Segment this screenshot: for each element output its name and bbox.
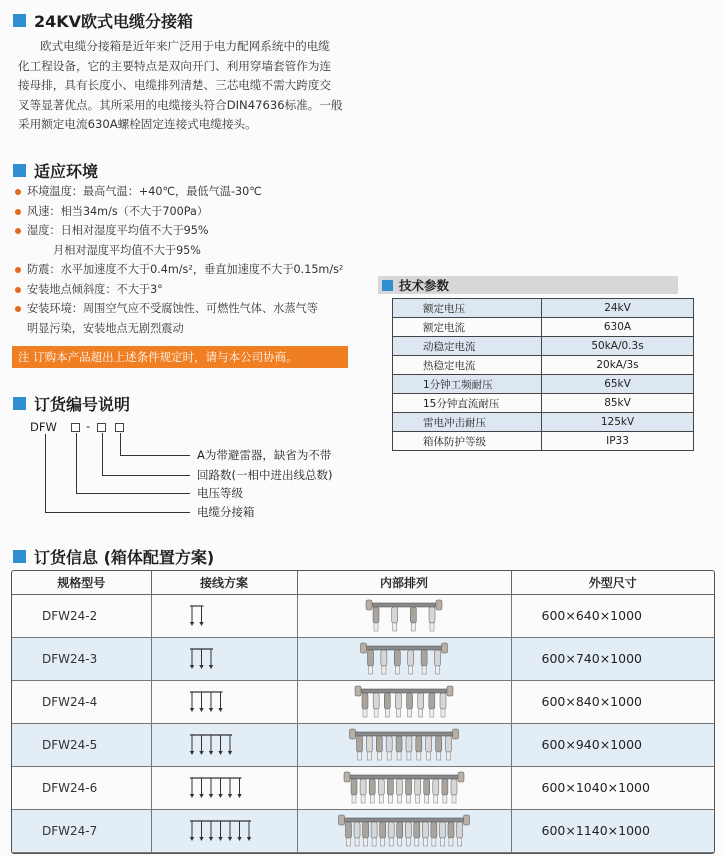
spec-row <box>393 432 694 451</box>
cable-terminal <box>442 795 446 803</box>
cable-terminal <box>452 795 456 803</box>
cable-terminal <box>374 623 378 631</box>
cable-terminal <box>406 838 410 846</box>
layout-image <box>297 680 511 723</box>
leader-line <box>45 434 46 512</box>
insulator <box>415 736 421 752</box>
insulator <box>380 650 386 666</box>
arrow-icon <box>246 837 250 841</box>
order-header-layout: 内部排列 <box>297 571 511 594</box>
busbar-assembly-icon <box>298 638 511 680</box>
cable-terminal <box>408 666 412 674</box>
end-cap <box>360 643 366 653</box>
wiring-diagram <box>151 723 297 766</box>
leader-line <box>45 512 190 513</box>
specs-heading <box>378 276 678 294</box>
code-box-voltage <box>71 423 80 432</box>
busbar-bar <box>351 732 456 736</box>
insulator <box>373 693 379 709</box>
insulator <box>378 779 384 795</box>
cable-terminal <box>406 752 410 760</box>
bullet-icon <box>15 228 21 234</box>
insulator <box>445 736 451 752</box>
code-label-circuits: 回路数(一相中进出线总数) <box>197 468 333 482</box>
order-dims: 600×740×1000 <box>511 637 714 680</box>
cable-terminal <box>381 666 385 674</box>
arrow-icon <box>218 837 222 841</box>
cable-terminal <box>395 666 399 674</box>
cable-terminal <box>397 795 401 803</box>
cable-terminal <box>423 838 427 846</box>
spec-value: 630A <box>542 318 694 337</box>
order-dims: 600×640×1000 <box>511 594 714 637</box>
order-dims: 600×1040×1000 <box>511 766 714 809</box>
cable-terminal <box>440 838 444 846</box>
insulator <box>367 650 373 666</box>
code-box-arrester <box>115 423 124 432</box>
spec-name: 15分钟直流耐压 <box>393 394 542 413</box>
wiring-diagram <box>151 637 297 680</box>
env-item-continuation: 明显污染，安装地点无剧烈震动 <box>27 321 184 335</box>
spec-name: 雷电冲击耐压 <box>393 413 542 432</box>
leader-line <box>102 475 190 476</box>
order-row <box>12 723 714 766</box>
spec-name: 1分钟工频耐压 <box>393 375 542 394</box>
specs-title: 技术参数 <box>399 278 450 293</box>
specs-table <box>392 298 694 451</box>
cable-terminal <box>363 838 367 846</box>
cable-terminal <box>457 838 461 846</box>
order-dims: 600×840×1000 <box>511 680 714 723</box>
arrow-icon <box>189 794 193 798</box>
cable-terminal <box>361 795 365 803</box>
cable-terminal <box>357 752 361 760</box>
cable-terminal <box>411 623 415 631</box>
cable-terminal <box>424 795 428 803</box>
spec-name: 箱体防护等级 <box>393 432 542 451</box>
section-square-icon <box>13 14 26 27</box>
code-heading <box>13 392 130 415</box>
insulator <box>405 822 411 838</box>
cable-terminal <box>396 709 400 717</box>
cable-terminal <box>448 838 452 846</box>
env-item-continuation: 月相对湿度平均值不大于95% <box>53 243 201 257</box>
insulator <box>386 736 392 752</box>
insulator <box>360 779 366 795</box>
cable-terminal <box>370 795 374 803</box>
end-cap <box>463 815 469 825</box>
cable-terminal <box>446 752 450 760</box>
arrow-icon <box>189 622 193 626</box>
insulator <box>394 650 400 666</box>
insulator <box>414 779 420 795</box>
order-dims: 600×940×1000 <box>511 723 714 766</box>
section-square-icon <box>13 164 26 177</box>
spec-value: IP33 <box>542 432 694 451</box>
code-dash: - <box>86 419 91 433</box>
insulator <box>395 693 401 709</box>
insulator <box>432 779 438 795</box>
code-label-box: 电缆分接箱 <box>197 505 255 519</box>
insulator <box>422 822 428 838</box>
arrow-icon <box>237 837 241 841</box>
spec-value: 125kV <box>542 413 694 432</box>
insulator <box>425 736 431 752</box>
busbar-bar <box>340 818 467 822</box>
order-row <box>12 809 714 852</box>
layout-image <box>297 809 511 852</box>
cable-terminal <box>431 838 435 846</box>
section-square-icon <box>13 397 26 410</box>
intro-line: 叉等显著优点。其所采用的电缆接头符合DIN47636标准。一般 <box>18 97 343 112</box>
insulator <box>456 822 462 838</box>
environment-list <box>13 182 363 338</box>
insulator <box>369 779 375 795</box>
code-prefix: DFW <box>30 420 57 434</box>
insulator <box>428 693 434 709</box>
insulator <box>345 822 351 838</box>
code-label-arrester: A为带避雷器，缺省为不带 <box>197 448 332 462</box>
insulator <box>396 736 402 752</box>
intro-line: 接母排，具有长度小、电缆排列清楚、三芯电缆不需大跨度交 <box>18 78 332 92</box>
layout-image <box>297 723 511 766</box>
arrow-icon <box>189 665 193 669</box>
bullet-icon <box>15 267 21 273</box>
cable-terminal <box>385 709 389 717</box>
spec-name: 额定电流 <box>393 318 542 337</box>
leader-line <box>120 433 121 455</box>
cable-terminal <box>392 623 396 631</box>
env-item: 环境温度：最高气温：+40℃，最低气温-30℃ <box>13 182 363 202</box>
spec-row <box>393 375 694 394</box>
insulator <box>387 779 393 795</box>
insulator <box>429 607 435 623</box>
order-header-wiring: 接线方案 <box>151 571 297 594</box>
leader-line <box>120 455 190 456</box>
cable-terminal <box>368 666 372 674</box>
leader-line <box>102 433 103 475</box>
cable-terminal <box>422 666 426 674</box>
insulator <box>366 736 372 752</box>
env-item: 安装地点倾斜度：不大于3° <box>13 280 363 300</box>
arrow-icon <box>199 837 203 841</box>
wiring-diagram <box>151 766 297 809</box>
busbar-bar <box>362 646 445 650</box>
cable-terminal <box>363 709 367 717</box>
insulator <box>439 822 445 838</box>
arrow-icon <box>208 708 212 712</box>
insulator <box>362 693 368 709</box>
layout-image <box>297 594 511 637</box>
spec-value: 50kA/0.3s <box>542 337 694 356</box>
wiring-diagram <box>151 680 297 723</box>
cable-terminal <box>346 838 350 846</box>
arrow-icon <box>208 751 212 755</box>
order-model: DFW24-7 <box>12 809 151 852</box>
intro-line: 采用额定电流630A螺栓固定连接式电缆接头。 <box>18 117 257 131</box>
insulator <box>410 607 416 623</box>
end-cap <box>452 729 458 739</box>
end-cap <box>338 815 344 825</box>
cable-terminal <box>388 795 392 803</box>
end-cap <box>447 686 453 696</box>
spec-name: 额定电压 <box>393 299 542 318</box>
section-square-icon <box>382 280 393 291</box>
arrow-icon <box>218 708 222 712</box>
busbar-assembly-icon <box>298 810 511 852</box>
insulator <box>430 822 436 838</box>
cable-terminal <box>397 752 401 760</box>
insulator <box>423 779 429 795</box>
arrow-icon <box>189 837 193 841</box>
insulator <box>362 822 368 838</box>
section-square-icon <box>13 550 26 563</box>
wiring-diagram <box>151 809 297 852</box>
spec-value: 65kV <box>542 375 694 394</box>
insulator <box>440 693 446 709</box>
insulator <box>371 822 377 838</box>
cable-terminal <box>380 838 384 846</box>
cable-terminal <box>435 666 439 674</box>
leader-line <box>76 493 190 494</box>
bullet-icon <box>15 287 21 293</box>
insulator <box>421 650 427 666</box>
order-dims: 600×1140×1000 <box>511 809 714 852</box>
arrow-icon <box>227 794 231 798</box>
arrow-icon <box>227 837 231 841</box>
insulator <box>379 822 385 838</box>
order-model: DFW24-2 <box>12 594 151 637</box>
arrow-icon <box>237 794 241 798</box>
code-label-voltage: 电压等级 <box>197 486 243 500</box>
end-cap <box>458 772 464 782</box>
spec-name: 动稳定电流 <box>393 337 542 356</box>
cable-terminal <box>430 623 434 631</box>
cable-terminal <box>379 795 383 803</box>
insulator <box>354 822 360 838</box>
cable-terminal <box>407 709 411 717</box>
cable-terminal <box>355 838 359 846</box>
insulator <box>406 693 412 709</box>
insulator <box>434 650 440 666</box>
arrow-icon <box>189 708 193 712</box>
intro-title: 24KV欧式电缆分接箱 <box>34 12 194 31</box>
intro-line: 欧式电缆分接箱是近年来广泛用于电力配网系统中的电缆 <box>40 39 330 53</box>
cable-terminal <box>397 838 401 846</box>
order-row <box>12 637 714 680</box>
arrow-icon <box>218 751 222 755</box>
spec-value: 20kA/3s <box>542 356 694 375</box>
cable-terminal <box>374 709 378 717</box>
busbar-bar <box>357 689 451 693</box>
layout-image <box>297 637 511 680</box>
wiring-diagram-icon <box>152 725 297 765</box>
arrow-icon <box>199 794 203 798</box>
insulator <box>405 779 411 795</box>
bullet-icon <box>15 189 21 195</box>
busbar-assembly-icon <box>298 595 511 637</box>
insulator <box>435 736 441 752</box>
spec-row <box>393 299 694 318</box>
cable-terminal <box>433 795 437 803</box>
order-model: DFW24-6 <box>12 766 151 809</box>
insulator <box>373 607 379 623</box>
spec-row <box>393 318 694 337</box>
cable-terminal <box>426 752 430 760</box>
cable-terminal <box>367 752 371 760</box>
env-item: 湿度：日相对湿度平均值不大于95% <box>13 221 363 241</box>
cable-terminal <box>372 838 376 846</box>
wiring-diagram-icon <box>152 682 297 722</box>
order-model: DFW24-5 <box>12 723 151 766</box>
cable-terminal <box>406 795 410 803</box>
insulator <box>376 736 382 752</box>
order-table <box>12 571 714 853</box>
cable-terminal <box>429 709 433 717</box>
order-heading <box>13 545 214 568</box>
busbar-bar <box>368 603 440 607</box>
end-cap <box>441 643 447 653</box>
busbar-assembly-icon <box>298 681 511 723</box>
busbar-assembly-icon <box>298 724 511 766</box>
intro-paragraph <box>18 37 358 135</box>
insulator <box>351 779 357 795</box>
order-model: DFW24-3 <box>12 637 151 680</box>
order-model: DFW24-4 <box>12 680 151 723</box>
cable-terminal <box>389 838 393 846</box>
insulator <box>384 693 390 709</box>
insulator <box>441 779 447 795</box>
cable-terminal <box>436 752 440 760</box>
insulator <box>391 607 397 623</box>
order-header-row <box>12 571 714 594</box>
notice-bar: 注 订购本产品超出上述条件规定时，请与本公司协商。 <box>12 346 348 368</box>
order-header-model: 规格型号 <box>12 571 151 594</box>
order-title: 订货信息 (箱体配置方案) <box>34 548 215 567</box>
insulator <box>388 822 394 838</box>
env-item: 防震：水平加速度不大于0.4m/s²，垂直加速度不大于0.15m/s² <box>13 260 363 280</box>
bullet-icon <box>15 209 21 215</box>
insulator <box>447 822 453 838</box>
intro-line: 化工程设备，它的主要特点是双向开门、利用穿墙套管作为连 <box>18 58 332 73</box>
insulator <box>396 822 402 838</box>
arrow-icon <box>208 665 212 669</box>
end-cap <box>344 772 350 782</box>
wiring-diagram <box>151 594 297 637</box>
bullet-icon <box>15 306 21 312</box>
spec-row <box>393 356 694 375</box>
end-cap <box>436 600 442 610</box>
spec-row <box>393 413 694 432</box>
cable-terminal <box>377 752 381 760</box>
code-title: 订货编号说明 <box>34 395 131 414</box>
busbar-bar <box>346 775 462 779</box>
insulator <box>413 822 419 838</box>
cable-terminal <box>415 795 419 803</box>
arrow-icon <box>208 794 212 798</box>
arrow-icon <box>189 751 193 755</box>
arrow-icon <box>218 794 222 798</box>
arrow-icon <box>199 708 203 712</box>
end-cap <box>366 600 372 610</box>
end-cap <box>355 686 361 696</box>
spec-row <box>393 337 694 356</box>
layout-image <box>297 766 511 809</box>
busbar-assembly-icon <box>298 767 511 809</box>
arrow-icon <box>199 665 203 669</box>
spec-row <box>393 394 694 413</box>
insulator <box>356 736 362 752</box>
arrow-icon <box>199 622 203 626</box>
insulator <box>451 779 457 795</box>
order-header-dims: 外型尺寸 <box>511 571 714 594</box>
env-item: 风速：相当34m/s（不大于700Pa） <box>13 202 363 222</box>
cable-terminal <box>387 752 391 760</box>
code-box-circuits <box>97 423 106 432</box>
environment-heading <box>13 159 98 182</box>
wiring-diagram-icon <box>152 596 297 636</box>
wiring-diagram-icon <box>152 768 297 808</box>
environment-title: 适应环境 <box>34 162 99 181</box>
order-row <box>12 766 714 809</box>
wiring-diagram-icon <box>152 639 297 679</box>
end-cap <box>349 729 355 739</box>
arrow-icon <box>199 751 203 755</box>
cable-terminal <box>418 709 422 717</box>
spec-value: 85kV <box>542 394 694 413</box>
cable-terminal <box>416 752 420 760</box>
arrow-icon <box>227 751 231 755</box>
intro-heading <box>13 9 193 32</box>
spec-value: 24kV <box>542 299 694 318</box>
arrow-icon <box>208 837 212 841</box>
cable-terminal <box>414 838 418 846</box>
insulator <box>407 650 413 666</box>
order-row <box>12 594 714 637</box>
cable-terminal <box>441 709 445 717</box>
cable-terminal <box>352 795 356 803</box>
spec-name: 热稳定电流 <box>393 356 542 375</box>
env-item: 安装环境：周围空气应不受腐蚀性、可燃性气体、水蒸气等 <box>13 299 363 319</box>
order-row <box>12 680 714 723</box>
insulator <box>405 736 411 752</box>
insulator <box>417 693 423 709</box>
leader-line <box>76 433 77 493</box>
wiring-diagram-icon <box>152 811 297 851</box>
insulator <box>396 779 402 795</box>
